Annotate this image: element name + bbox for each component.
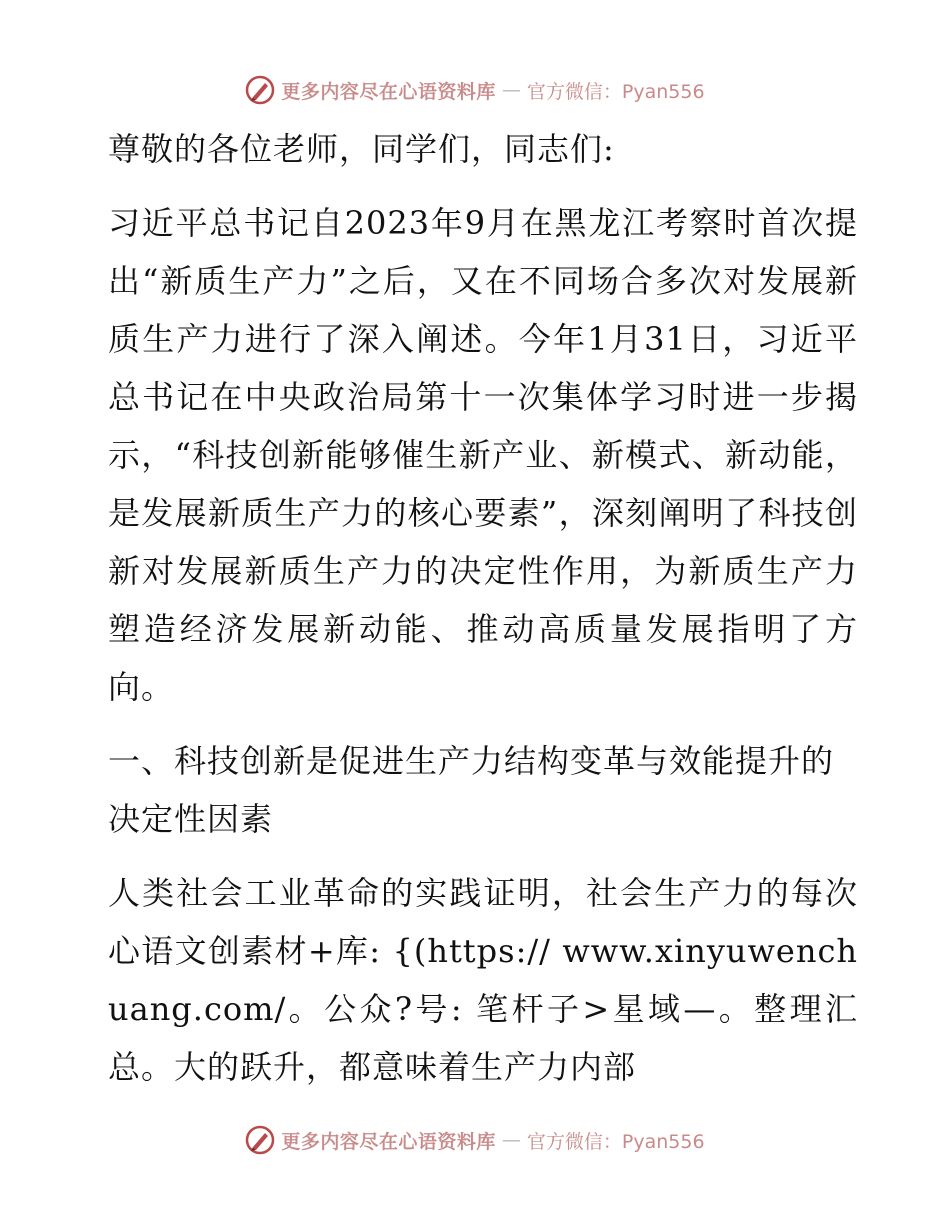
banner-separator: —: [501, 79, 521, 101]
banner-wechat-text: 官方微信：Pyan556: [526, 80, 705, 103]
pen-logo-icon: [245, 1125, 275, 1155]
pen-logo-icon: [245, 75, 275, 105]
section-paragraph: 人类社会工业革命的实践证明，社会生产力的每次心语文创素材+库: {(https:// www.xinyuwenchuang.com/。公众?号: 笔杆子>星域—。整理汇总。大的跃升，都意味着生产力内部: [108, 874, 858, 1086]
banner-site-text: 更多内容尽在心语资料库: [281, 80, 496, 103]
section-heading: 一、科技创新是促进生产力结构变革与效能提升的决定性因素: [108, 742, 835, 838]
banner-site-text: 更多内容尽在心语资料库: [281, 1130, 496, 1153]
banner-wechat-text: 官方微信：Pyan556: [526, 1130, 705, 1153]
header-watermark-banner: [0, 70, 950, 110]
intro-paragraph: 习近平总书记自2023年9月在黑龙江考察时首次提出“新质生产力”之后，又在不同场合多次对发展新质生产力进行了深入阐述。今年1月31日，习近平总书记在中央政治局第十一次集体学习时进一步揭示，“科技创新能够催生新产业、新模式、新动能，是发展新质生产力的核心要素”，深刻阐明了科技创新对发展新质生产力的决定性作用，为新质生产力塑造经济发展新动能、推动高质量发展指明了方向。: [108, 204, 858, 706]
salutation: 尊敬的各位老师，同学们，同志们:: [108, 130, 615, 168]
banner-separator: —: [501, 1129, 521, 1151]
document-body: [98, 120, 858, 1112]
footer-watermark-banner: [0, 1120, 950, 1160]
